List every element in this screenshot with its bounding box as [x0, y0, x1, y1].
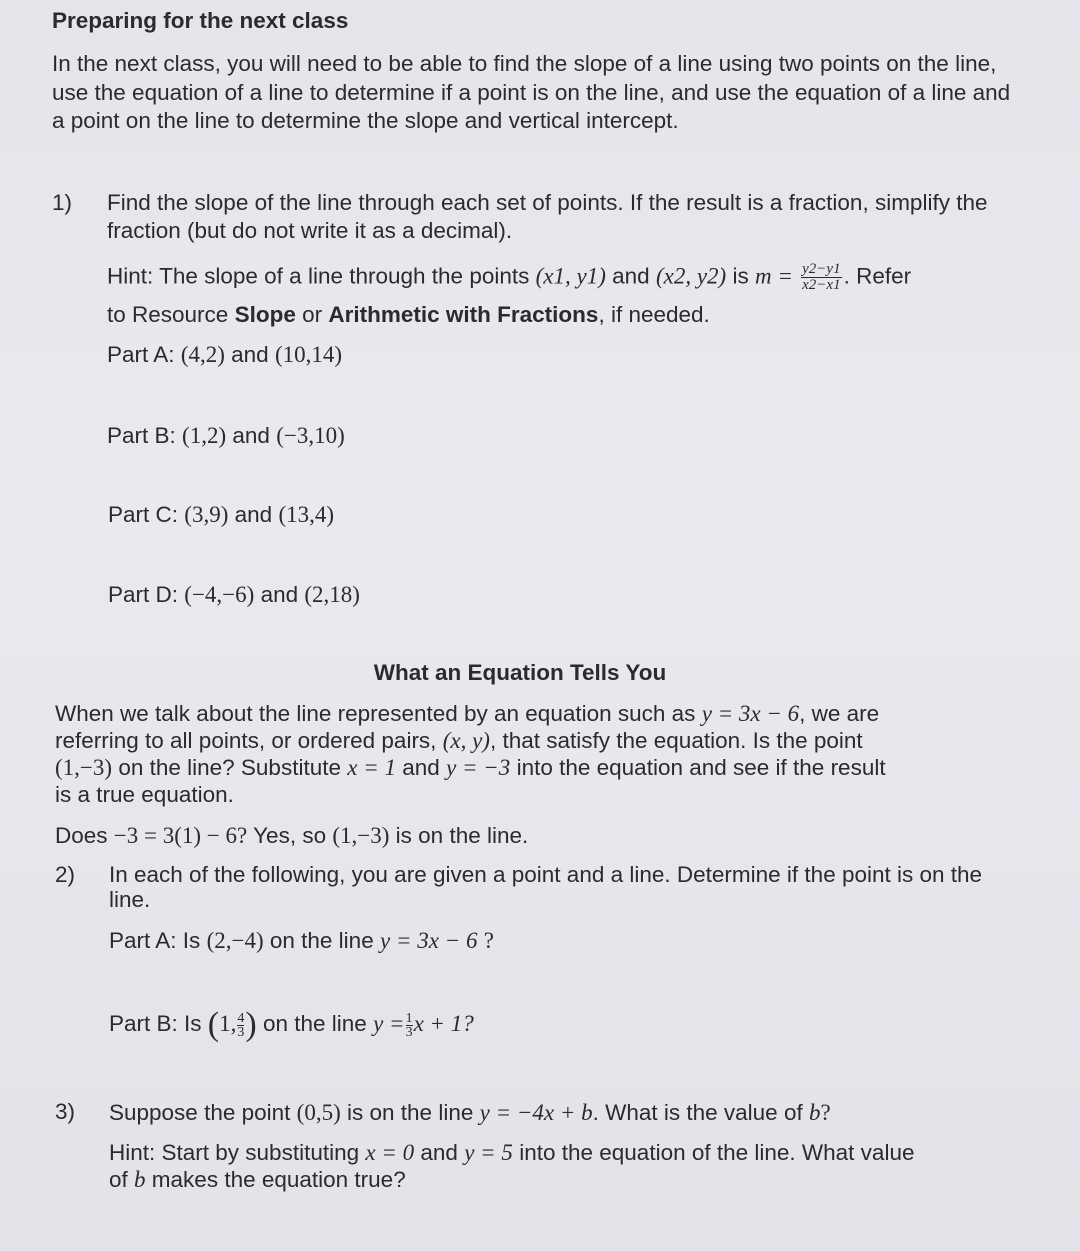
text: Suppose the point: [109, 1100, 291, 1125]
q2-part-a: [109, 927, 494, 955]
equation: y = 5: [464, 1140, 513, 1165]
q1-hint-m: m =: [754, 263, 793, 289]
point: (1,−3): [55, 755, 113, 780]
point: (−4,−6): [184, 582, 255, 607]
section-paragraph: [55, 700, 1035, 808]
point-x: 1,: [219, 1011, 237, 1036]
point: (4,2): [180, 342, 225, 367]
q2-text: In each of the following, you are given a point and a line. Determine if the point is on the line.: [109, 862, 983, 912]
q1-or: or: [302, 302, 323, 327]
text: Hint: Start by substituting: [109, 1140, 360, 1165]
equation: y = 3x − 6: [701, 701, 800, 726]
point-y-fraction: [237, 1012, 244, 1039]
text: into the equation of the line. What value: [519, 1140, 915, 1165]
q1-hint-is: is: [732, 263, 749, 289]
text: , that satisfy the equation. Is the point: [489, 728, 863, 753]
point: (2,−4): [206, 928, 264, 953]
q1-to-resource: to Resource: [107, 302, 229, 327]
q2-number: 2): [55, 862, 76, 887]
equation: y = −4x + b: [479, 1100, 593, 1125]
ordered-pair: (x, y): [442, 728, 490, 753]
q3-number: 3): [55, 1099, 76, 1124]
text: on the line: [269, 928, 374, 953]
slope-fraction: [801, 262, 841, 293]
q1-hint-point1: (x1, y1): [535, 263, 606, 289]
equation: y = −3: [446, 755, 511, 780]
and-word: and: [231, 342, 269, 367]
q1-if-needed: , if needed.: [598, 302, 710, 327]
text: is a true equation.: [55, 782, 234, 807]
close-paren: ): [245, 1006, 257, 1044]
text: makes the equation true?: [151, 1167, 406, 1192]
q1-part-c: [108, 501, 334, 529]
text: on the line? Substitute: [118, 755, 341, 780]
point: (10,14): [274, 342, 343, 367]
slope-fraction: [406, 1012, 413, 1039]
equation: x + 1?: [413, 1011, 474, 1036]
point: (1,−3): [332, 823, 390, 848]
text: is on the line: [347, 1100, 474, 1125]
q1-part-a: [107, 341, 342, 369]
numerator: 4: [237, 1010, 245, 1026]
denominator: 3: [237, 1024, 245, 1040]
equation: −3 = 3(1) − 6?: [113, 823, 248, 848]
intro-paragraph: In the next class, you will need to be able to find the slope of a line using two points on the line, use the equation of a line to determine if a point is on the line, and use the equation of a line and a point on the line to determine the slope and vertical intercept.: [52, 51, 1011, 133]
text: on the line: [262, 1011, 367, 1036]
text: referring to all points, or ordered pairs,: [55, 728, 437, 753]
q3-text: [109, 1099, 831, 1127]
text: and: [402, 755, 440, 780]
equation: y =: [373, 1011, 405, 1036]
equation: x = 1: [347, 755, 396, 780]
and-word: and: [232, 423, 270, 448]
q1-hint-text: Hint: The slope of a line through the points: [107, 263, 530, 289]
variable-b: b: [134, 1167, 146, 1192]
slope-fraction-denominator: x2−x1: [802, 277, 841, 293]
text: . What is the value of: [592, 1100, 803, 1125]
part-label: Part B:: [107, 423, 176, 448]
equation: y = 3x − 6: [379, 928, 478, 953]
part-label: Part B: Is: [109, 1011, 202, 1036]
part-label: Part C:: [108, 502, 179, 527]
and-word: and: [234, 502, 273, 527]
q1-hint-and: and: [612, 263, 650, 289]
text: , we are: [799, 701, 880, 726]
denominator: 3: [405, 1024, 413, 1040]
point: (13,4): [278, 502, 335, 527]
resource-slope: Slope: [234, 302, 296, 327]
point: (1,2): [182, 423, 227, 448]
numerator: 1: [405, 1010, 413, 1026]
text: and: [420, 1140, 458, 1165]
part-label: Part A:: [107, 342, 175, 367]
text: Yes, so: [253, 823, 327, 848]
q1-hint-line: [107, 262, 1027, 293]
does-line: [55, 822, 528, 850]
point: (3,9): [184, 502, 229, 527]
page-title: Preparing for the next class: [52, 8, 349, 33]
variable-b: b: [808, 1100, 821, 1125]
open-paren: (: [207, 1006, 220, 1044]
q1-text: Find the slope of the line through each set of points. If the result is a fraction, simplify the fraction (but do not write it as a decimal).: [107, 190, 988, 243]
q1-hint-refer: . Refer: [843, 263, 912, 289]
q1-part-b: [107, 422, 345, 450]
question-mark: ?: [483, 928, 494, 953]
text: of: [109, 1167, 128, 1192]
slope-fraction-numerator: y2−y1: [802, 261, 841, 277]
q1-number: 1): [52, 190, 73, 215]
point: (−3,10): [276, 423, 345, 448]
part-label: Part A: Is: [109, 928, 201, 953]
q3-hint: [109, 1139, 1009, 1193]
q1-resource-line: [107, 301, 710, 329]
point: (0,5): [296, 1100, 341, 1125]
section-heading: What an Equation Tells You: [373, 660, 667, 685]
text: into the equation and see if the result: [516, 755, 886, 780]
resource-arithmetic-fractions: Arithmetic with Fractions: [328, 302, 599, 327]
q1-part-d: [108, 581, 360, 609]
q1-hint-point2: (x2, y2): [655, 263, 727, 289]
text: Does: [55, 823, 108, 848]
q2-part-b: [109, 1006, 474, 1044]
and-word: and: [260, 582, 299, 607]
part-label: Part D:: [108, 582, 179, 607]
point: (2,18): [304, 582, 360, 607]
text: is on the line.: [395, 823, 529, 848]
equation: x = 0: [365, 1140, 415, 1165]
text: When we talk about the line represented by an equation such as: [55, 701, 696, 726]
question-mark: ?: [820, 1100, 831, 1125]
